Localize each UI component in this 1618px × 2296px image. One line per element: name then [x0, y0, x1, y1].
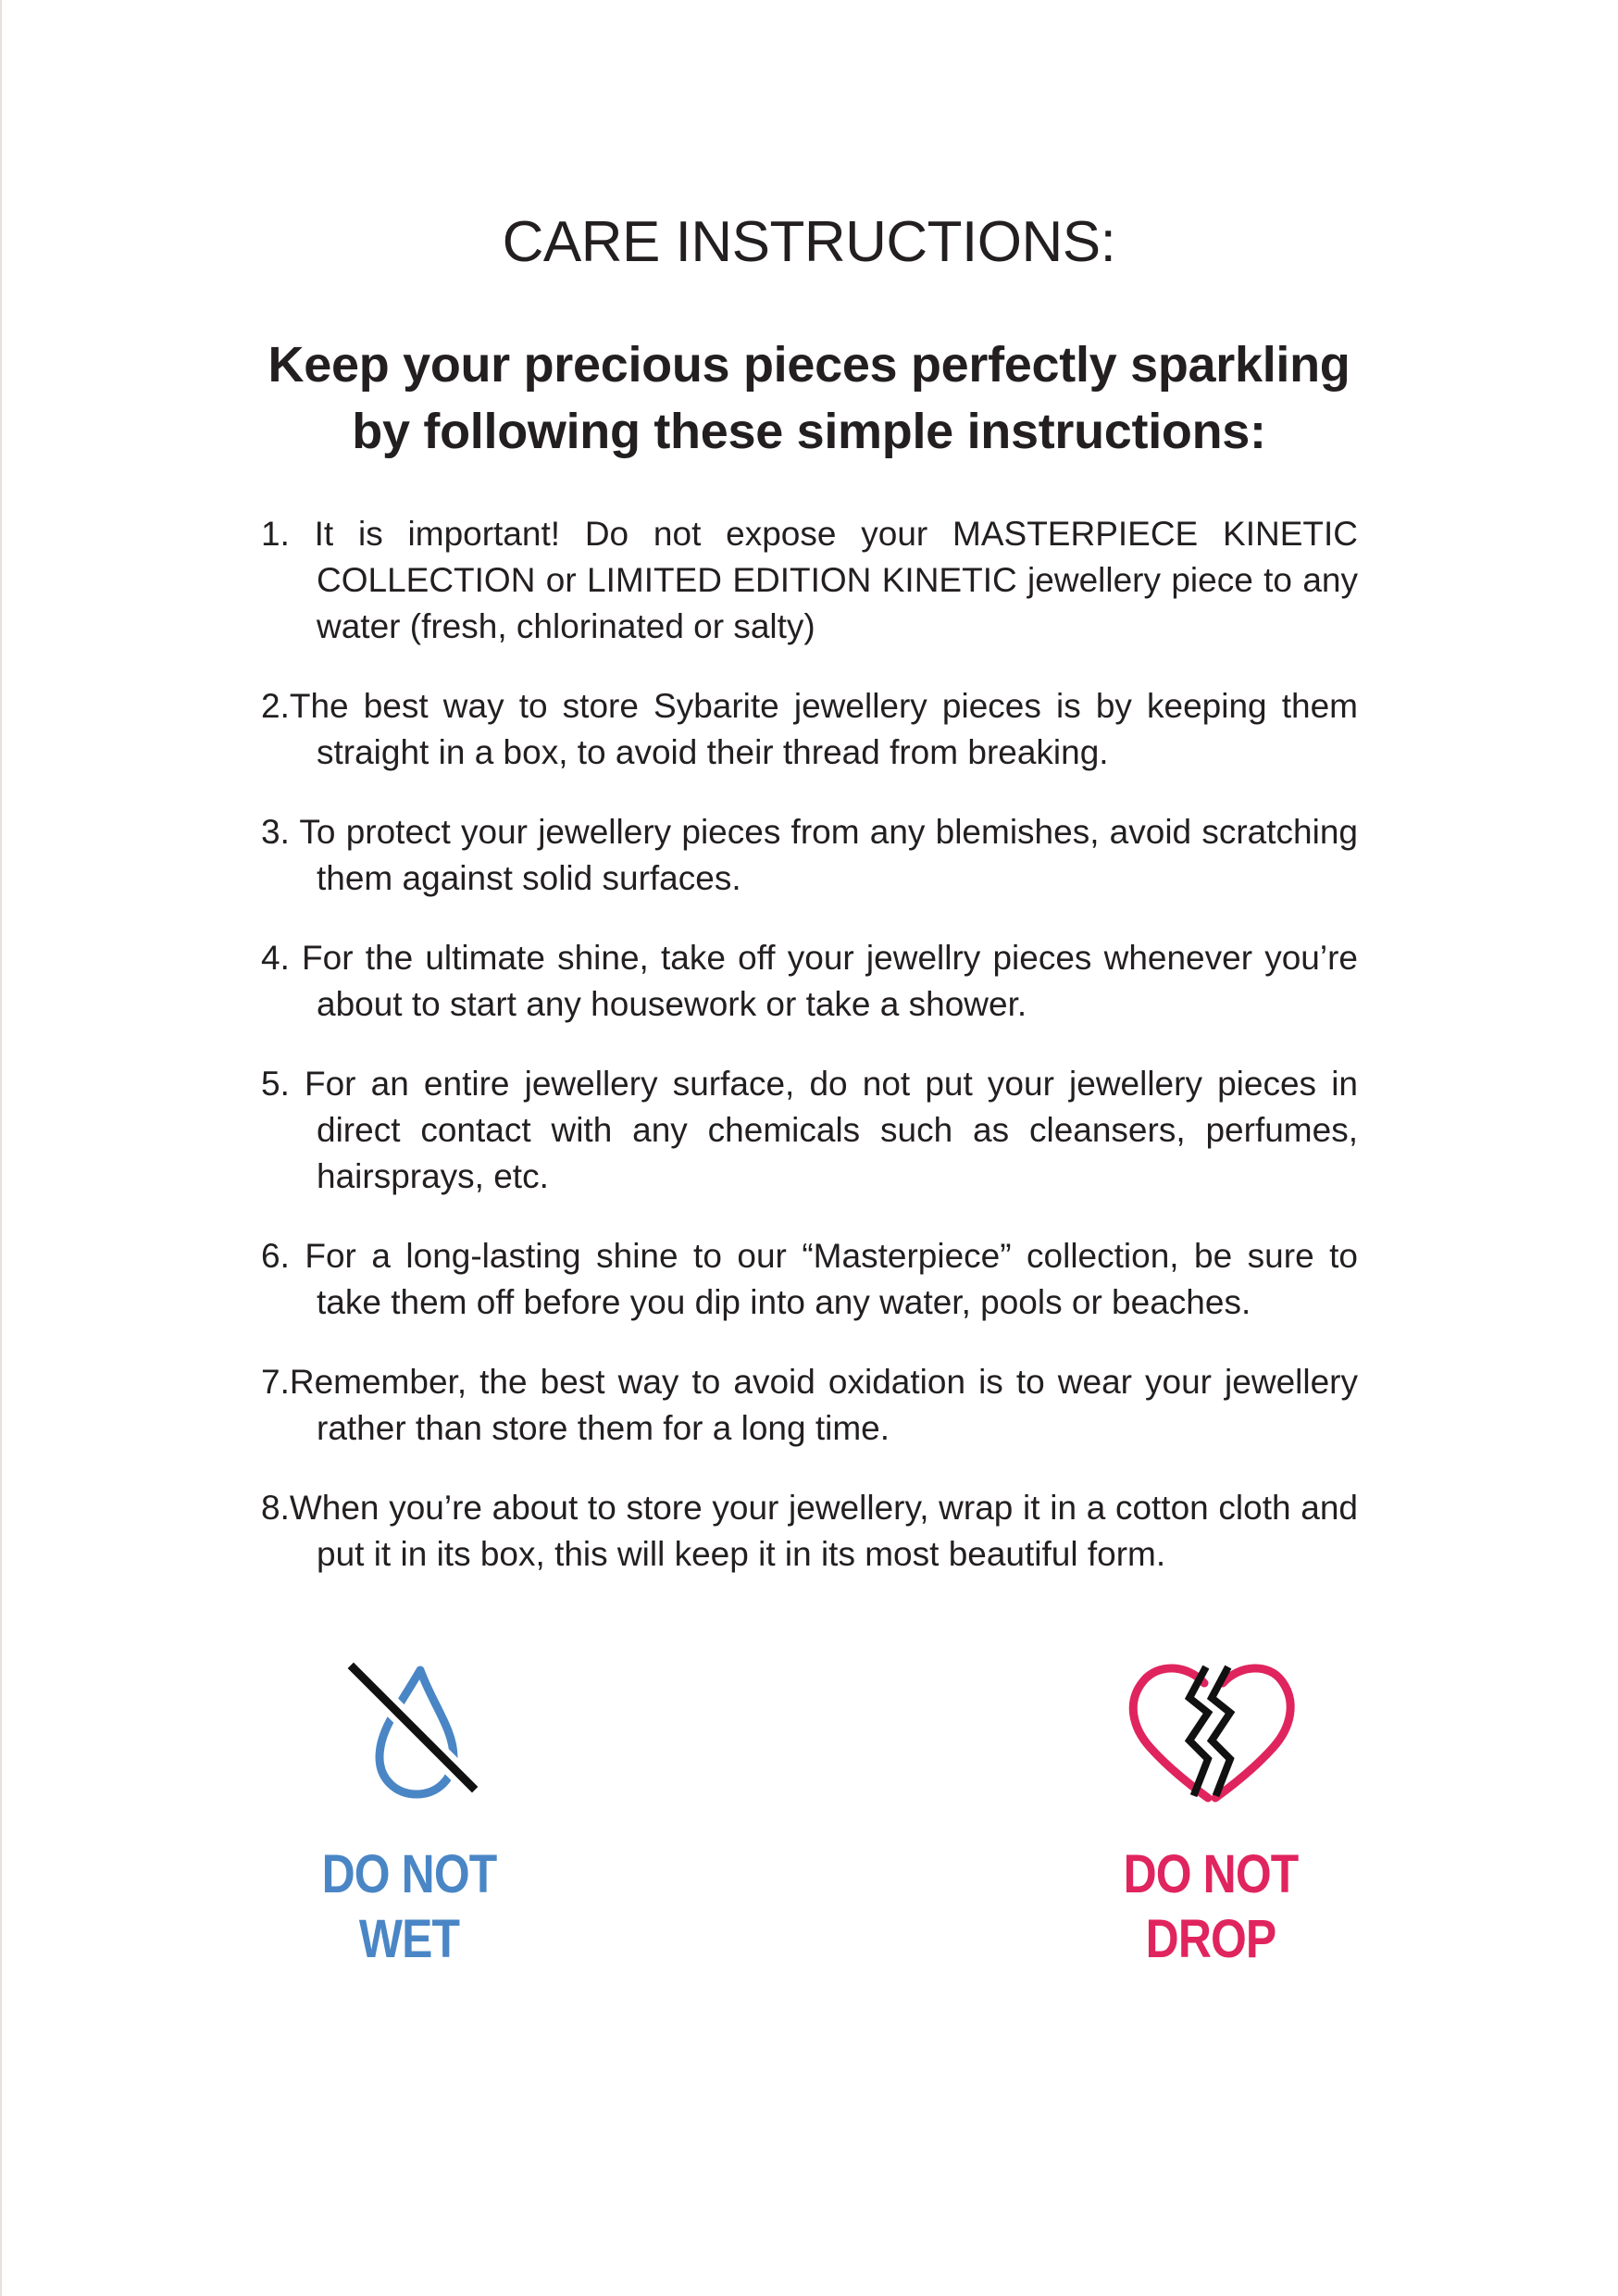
subtitle-line-1: Keep your precious pieces perfectly sparkling — [268, 337, 1350, 393]
instruction-text: For the ultimate shine, take off your jewellry pieces whenever you’re about to start any housework or take a shower. — [302, 939, 1358, 1023]
page-edge — [0, 0, 2, 2296]
instruction-item — [261, 1233, 1358, 1326]
instruction-number: 6. — [261, 1237, 290, 1275]
instruction-text: The best way to store Sybarite jewellery pieces is by keeping them straight in a box, to avoid their thread from breaking. — [289, 687, 1358, 771]
instruction-text: For an entire jewellery surface, do not put your jewellery pieces in direct contact with any chemicals such as cleansers, perfumes, hairsprays, etc. — [305, 1065, 1358, 1195]
do-not-drop-badge — [1044, 1657, 1377, 1972]
instruction-item — [261, 809, 1358, 902]
page-subtitle — [222, 331, 1396, 465]
do-not-wet-badge — [243, 1657, 576, 1972]
subtitle-line-2: by following these simple instructions: — [352, 404, 1266, 459]
instruction-number: 1. — [261, 515, 290, 553]
instruction-number: 3. — [261, 813, 290, 851]
instruction-number: 7. — [261, 1363, 290, 1401]
instruction-item — [261, 511, 1358, 650]
page-title: CARE INSTRUCTIONS: — [502, 210, 1116, 274]
instruction-item — [261, 1359, 1358, 1452]
instruction-list — [261, 511, 1358, 1611]
broken-heart-icon — [1123, 1657, 1299, 1805]
instruction-text: To protect your jewellery pieces from any blemishes, avoid scratching them against solid surfaces. — [299, 813, 1358, 897]
instruction-text: When you’re about to store your jewellery, wrap it in a cotton cloth and put it in its box, this will keep it in its most beautiful form. — [289, 1489, 1358, 1573]
instruction-number: 2. — [261, 687, 290, 725]
instruction-item — [261, 935, 1358, 1028]
instruction-text: For a long-lasting shine to our “Masterpiece” collection, be sure to take them off before you dip into any water, pools or beaches. — [305, 1237, 1359, 1321]
do-not-wet-label: DO NOT WET — [321, 1844, 497, 1969]
instruction-item — [261, 1485, 1358, 1578]
instruction-item — [261, 683, 1358, 776]
instruction-number: 4. — [261, 939, 290, 977]
instruction-number: 8. — [261, 1489, 290, 1527]
instruction-text: It is important! Do not expose your MASTERPIECE KINETIC COLLECTION or LIMITED EDITION KINETIC jewellery piece to any water (fresh, chlorinated or salty) — [314, 515, 1358, 645]
no-water-drop-icon — [335, 1657, 483, 1805]
instruction-item — [261, 1061, 1358, 1200]
instruction-number: 5. — [261, 1065, 290, 1103]
instruction-text: Remember, the best way to avoid oxidation is to wear your jewellery rather than store them for a long time. — [289, 1363, 1358, 1447]
do-not-drop-label: DO NOT DROP — [1123, 1844, 1299, 1969]
